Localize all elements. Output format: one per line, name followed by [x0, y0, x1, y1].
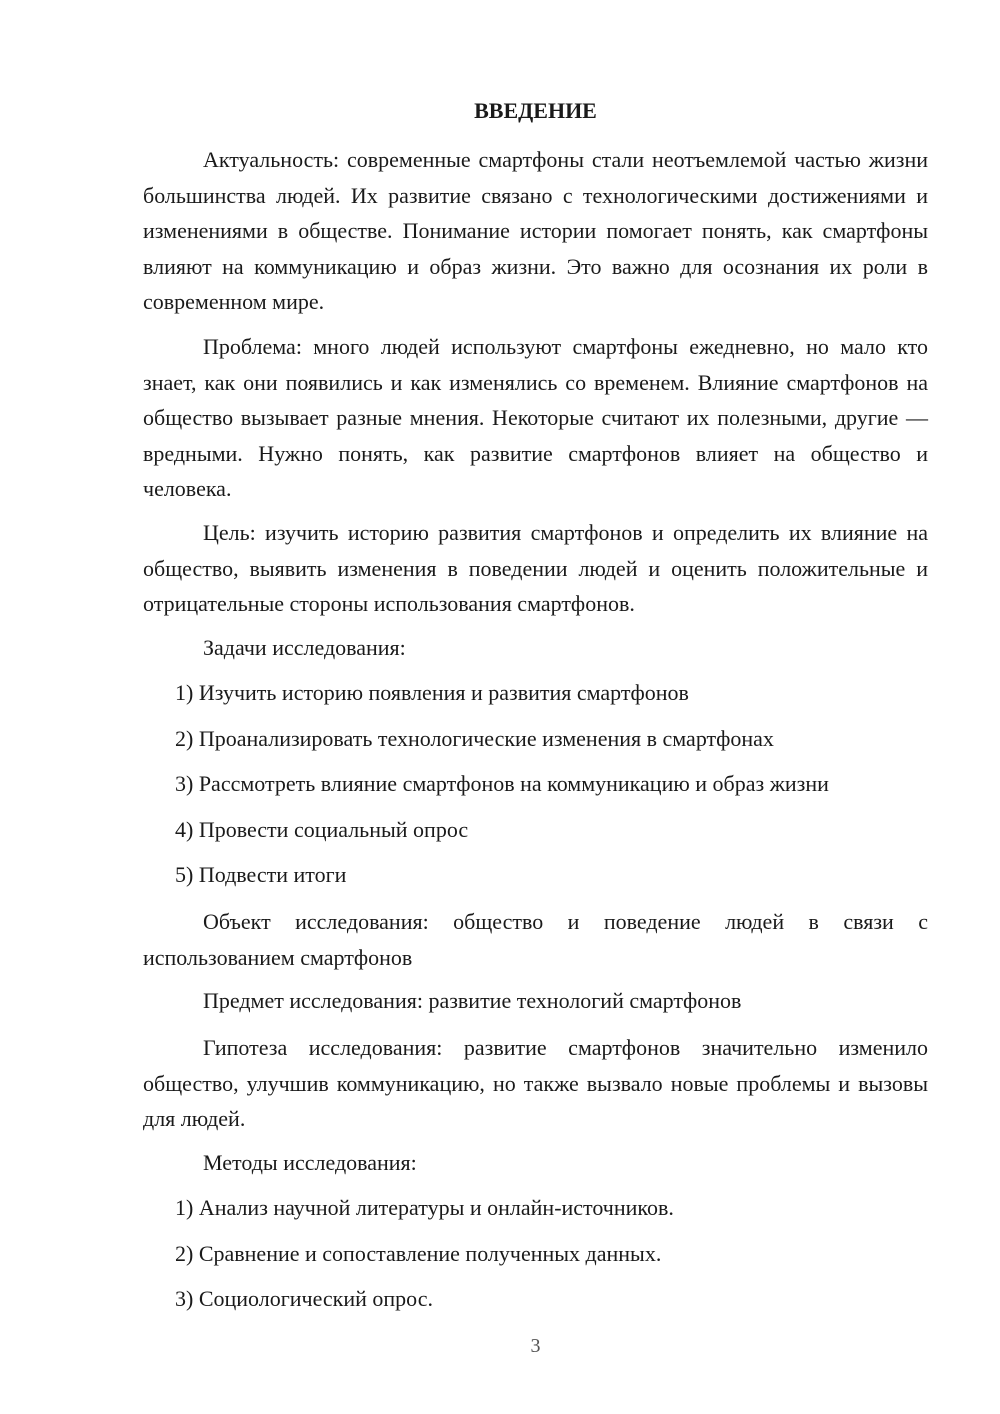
task-item: 3) Рассмотреть влияние смартфонов на коммуникацию и образ жизни — [175, 771, 829, 796]
task-item: 1) Изучить историю появления и развития смартфонов — [175, 680, 689, 705]
document-page — [143, 0, 928, 1414]
hypothesis-paragraph: Гипотеза исследования: развитие смартфонов значительно изменило общество, улучшив коммуникацию, но также вызвало новые проблемы и вызовы для людей. — [143, 1035, 928, 1131]
object-paragraph: Объект исследования: общество и поведение людей в связи с использованием смартфонов — [143, 909, 928, 970]
tasks-heading: Задачи исследования: — [203, 635, 406, 660]
task-item: 5) Подвести итоги — [175, 862, 347, 887]
task-item: 4) Провести социальный опрос — [175, 817, 469, 842]
page-title: ВВЕДЕНИЕ — [474, 98, 597, 123]
page-number: 3 — [530, 1335, 541, 1357]
subject-paragraph: Предмет исследования: развитие технологий смартфонов — [203, 988, 742, 1013]
relevance-paragraph: Актуальность: современные смартфоны стали неотъемлемой частью жизни большинства людей. Их развитие связано с технологическими достижениями и изменениями в обществе. Понимание истории помогает понять, как смартфоны влияют на коммуникацию и образ жизни. Это важно для осознания их роли в современном мире. — [143, 147, 928, 314]
task-item: 2) Проанализировать технологические изменения в смартфонах — [175, 726, 774, 751]
method-item: 1) Анализ научной литературы и онлайн-источников. — [175, 1195, 674, 1220]
method-item: 2) Сравнение и сопоставление полученных данных. — [175, 1241, 662, 1266]
methods-heading: Методы исследования: — [203, 1150, 417, 1175]
goal-paragraph: Цель: изучить историю развития смартфонов и определить их влияние на общество, выявить изменения в поведении людей и оценить положительные и отрицательные стороны использования смартфонов. — [143, 520, 928, 616]
method-item: 3) Социологический опрос. — [175, 1286, 433, 1311]
problem-paragraph: Проблема: много людей используют смартфоны ежедневно, но мало кто знает, как они появились и как изменялись со временем. Влияние смартфонов на общество вызывает разные мнения. Некоторые считают их полезными, другие — вредными. Нужно понять, как развитие смартфонов влияет на общество и человека. — [143, 334, 928, 501]
